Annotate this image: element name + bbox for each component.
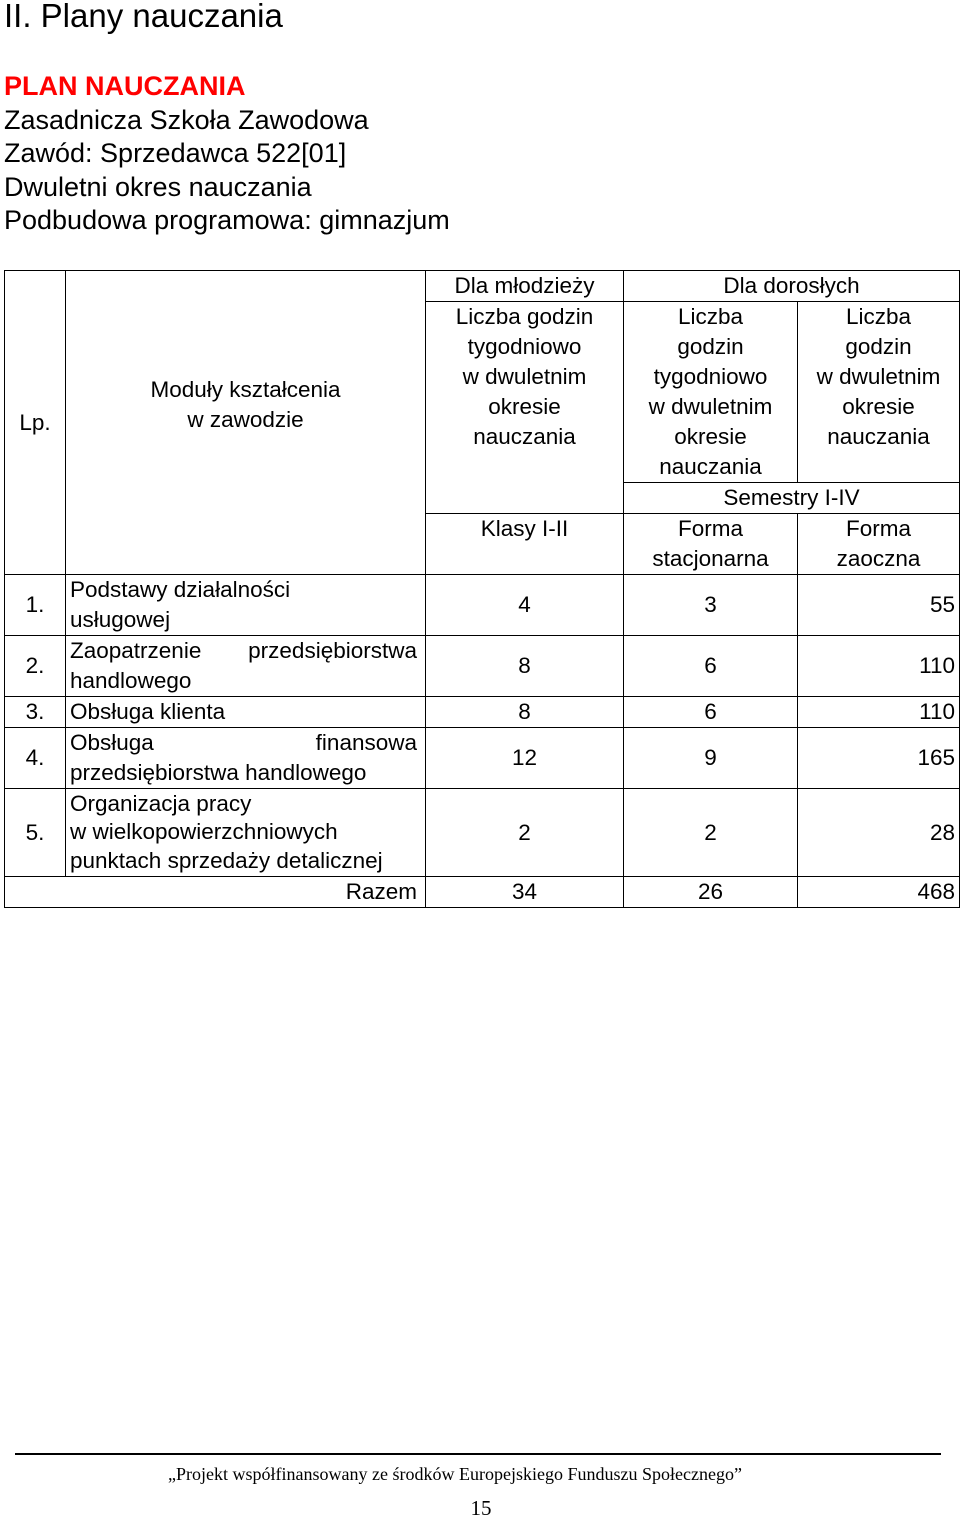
row-extramural-hours: 55 (798, 575, 960, 636)
row-youth-hours: 2 (426, 789, 624, 877)
footer-funding-note: „Projekt współfinansowany ze środków Europejskiego Funduszu Społecznego” (168, 1464, 742, 1484)
row-stationary-hours: 9 (624, 728, 798, 789)
table-row (5, 575, 960, 636)
table-row (5, 789, 960, 877)
row-module: Obsługa klienta (66, 697, 426, 728)
header-adults-total: Liczba godzin w dwuletnim okresie nauczania (798, 302, 960, 483)
header-lp: Lp. (5, 271, 66, 575)
row-stationary-hours: 6 (624, 636, 798, 697)
header-adults: Dla dorosłych (624, 271, 960, 302)
section-title: II. Plany nauczania (4, 0, 283, 34)
row-lp: 3. (5, 697, 66, 728)
table-row (5, 728, 960, 789)
study-period: Dwuletni okres nauczania (4, 171, 312, 202)
curriculum-table (4, 270, 960, 908)
header-youth-hours: Liczba godzin tygodniowo w dwuletnim okresie nauczania (426, 302, 624, 514)
row-lp: 4. (5, 728, 66, 789)
row-module: Organizacja pracy w wielkopowierzchniowych punktach sprzedaży detalicznej (66, 789, 426, 877)
row-lp: 2. (5, 636, 66, 697)
header-youth-classes: Klasy I-II (426, 514, 624, 575)
row-extramural-hours: 110 (798, 636, 960, 697)
total-row (5, 877, 960, 908)
header-adults-weekly: Liczba godzin tygodniowo w dwuletnim okresie nauczania (624, 302, 798, 483)
total-label: Razem (5, 877, 426, 908)
total-youth-hours: 34 (426, 877, 624, 908)
total-extramural-hours: 468 (798, 877, 960, 908)
table-row (5, 697, 960, 728)
profession: Zawód: Sprzedawca 522[01] (4, 138, 347, 168)
row-extramural-hours: 165 (798, 728, 960, 789)
program-base: Podbudowa programowa: gimnazjum (4, 205, 450, 235)
plan-title: PLAN NAUCZANIA (4, 71, 246, 101)
plan-header (4, 70, 450, 238)
row-module: Podstawy działalności usługowej (66, 575, 426, 636)
footer-divider (15, 1453, 941, 1455)
row-lp: 1. (5, 575, 66, 636)
page-number: 15 (470, 1496, 492, 1520)
header-modules: Moduły kształcenia w zawodzie (66, 271, 426, 575)
row-module: Zaopatrzenie przedsiębiorstwa handlowego (66, 636, 426, 697)
row-stationary-hours: 6 (624, 697, 798, 728)
school-type: Zasadnicza Szkoła Zawodowa (4, 104, 369, 135)
row-youth-hours: 8 (426, 636, 624, 697)
row-extramural-hours: 110 (798, 697, 960, 728)
header-form-stationary: Forma stacjonarna (624, 514, 798, 575)
header-semesters: Semestry I-IV (624, 483, 960, 514)
row-stationary-hours: 2 (624, 789, 798, 877)
row-youth-hours: 12 (426, 728, 624, 789)
row-lp: 5. (5, 789, 66, 877)
total-stationary-hours: 26 (624, 877, 798, 908)
row-youth-hours: 8 (426, 697, 624, 728)
row-stationary-hours: 3 (624, 575, 798, 636)
table-row (5, 636, 960, 697)
header-form-extramural: Forma zaoczna (798, 514, 960, 575)
header-youth: Dla młodzieży (426, 271, 624, 302)
row-module: Obsługa finansowa przedsiębiorstwa handlowego (66, 728, 426, 789)
header-row-1 (5, 271, 960, 302)
row-extramural-hours: 28 (798, 789, 960, 877)
row-youth-hours: 4 (426, 575, 624, 636)
